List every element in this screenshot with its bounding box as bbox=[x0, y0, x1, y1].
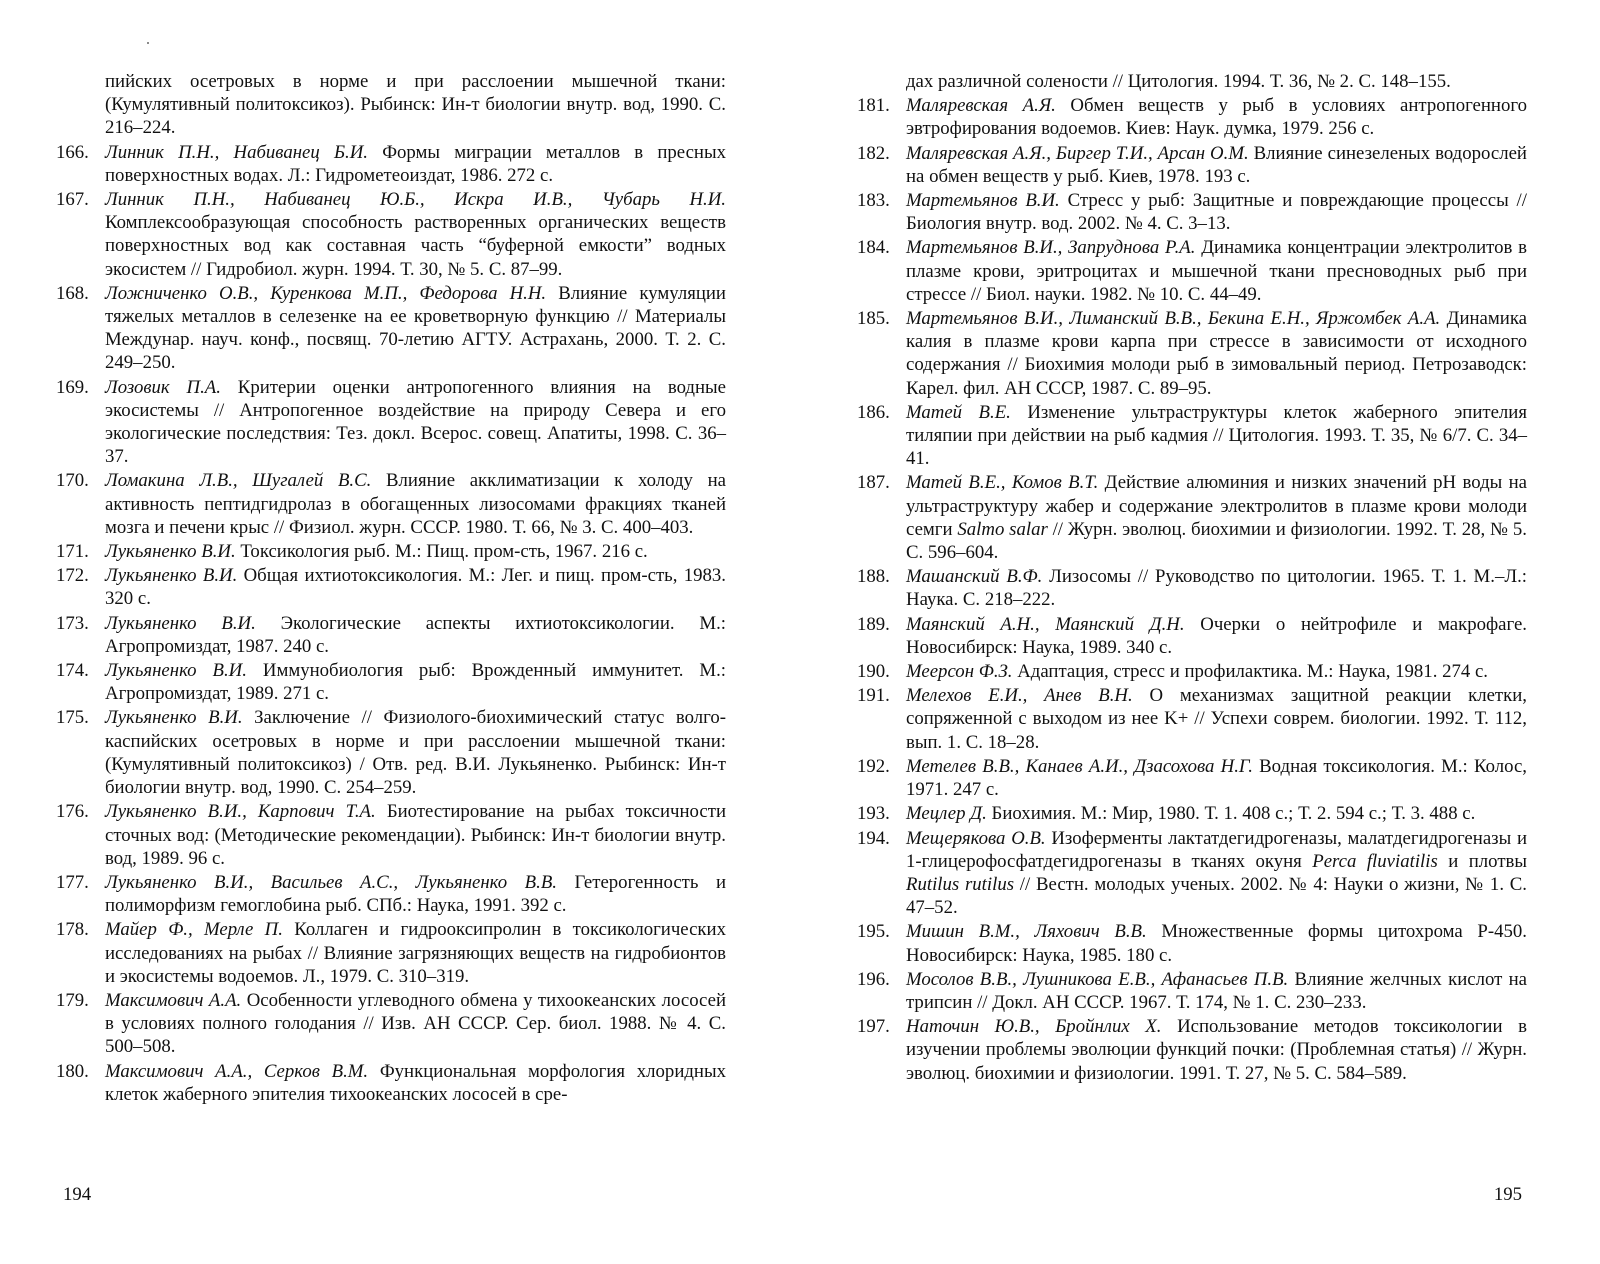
reference-authors: Ломакина Л.В., Шугалей В.С. bbox=[105, 470, 372, 492]
reference-authors: Маляревская А.Я., Биргер Т.И., Арсан О.М. bbox=[906, 142, 1249, 164]
reference-entry bbox=[56, 800, 726, 870]
species-name: Rutilus rutilus bbox=[906, 873, 1015, 895]
reference-number: 174. bbox=[56, 660, 89, 682]
reference-text: Изоферменты лактатдегидрогеназы, малатдегидрогеназы и 1-глицерофосфатдегидрогеназы в тканях окуня bbox=[906, 827, 1527, 872]
reference-number: 179. bbox=[56, 989, 89, 1011]
reference-list bbox=[857, 94, 1527, 1085]
left-page bbox=[56, 70, 726, 1107]
continuation-text: пийских осетровых в норме и при расслоении мышечной ткани: (Кумулятивный политоксикоз). Рыбинск: Ин-т биологии внутр. вод, 1990. С. 216–224. bbox=[105, 71, 726, 139]
reference-number: 192. bbox=[857, 755, 890, 777]
reference-text: Влияние желчных кислот на трипсин // Докл. АН СССР. 1967. Т. 174, № 1. С. 230–233. bbox=[906, 968, 1528, 1013]
reference-authors: Маляревская А.Я. bbox=[906, 95, 1056, 117]
reference-number: 195. bbox=[857, 921, 890, 943]
reference-entry bbox=[56, 141, 726, 187]
reference-number: 181. bbox=[857, 95, 890, 117]
reference-entry bbox=[857, 142, 1527, 188]
reference-text: Обмен веществ у рыб в условиях антропогенного эвтрофирования водоемов. Киев: Наук. думка, 1979. 256 с. bbox=[906, 95, 1527, 140]
reference-number: 190. bbox=[857, 661, 890, 683]
reference-authors: Мартемьянов В.И., Лиманский В.В., Бекина Е.Н., Яржомбек А.А. bbox=[906, 308, 1441, 330]
reference-entry bbox=[857, 236, 1527, 306]
reference-authors: Матей В.Е. bbox=[906, 401, 1011, 423]
reference-number: 171. bbox=[56, 541, 89, 563]
reference-authors: Максимович А.А. bbox=[105, 989, 242, 1011]
reference-authors: Меерсон Ф.З. bbox=[906, 661, 1013, 683]
reference-number: 188. bbox=[857, 566, 890, 588]
print-speck bbox=[147, 42, 149, 44]
reference-number: 196. bbox=[857, 968, 890, 990]
reference-text: // Вестн. молодых ученых. 2002. № 4: Науки о жизни, № 1. С. 47–52. bbox=[906, 873, 1527, 919]
reference-text: Адаптация, стресс и профилактика. М.: Наука, 1981. 274 с. bbox=[1012, 661, 1488, 683]
reference-text: Водная токсикология. М.: Колос, 1971. 247 с. bbox=[906, 755, 1527, 801]
reference-text: Изменение ультраструктуры клеток жаберного эпителия тиляпии при действии на рыб кадмия // Цитология. 1993. Т. 35, № 6/7. С. 34–41. bbox=[906, 401, 1527, 470]
reference-number: 183. bbox=[857, 190, 890, 212]
reference-authors: Матей В.Е., Комов В.Т. bbox=[906, 472, 1099, 494]
reference-text: и плотвы bbox=[1437, 850, 1528, 872]
reference-text: Динамика концентрации электролитов в плазме крови, эритроцитах и мышечной ткани пресноводных рыб при стрессе // Биол. науки. 1982. № 10. С. 44–49. bbox=[906, 237, 1527, 305]
reference-authors: Мартемьянов В.И., Запруднова Р.А. bbox=[906, 237, 1196, 259]
reference-authors: Лукьяненко В.И., Карпович Т.А. bbox=[105, 801, 376, 823]
reference-entry bbox=[857, 968, 1527, 1014]
reference-authors: Максимович А.А., Серков В.М. bbox=[105, 1060, 369, 1082]
reference-number: 173. bbox=[56, 612, 89, 634]
reference-text: Очерки о нейтрофиле и макрофаге. Новосибирск: Наука, 1989. 340 с. bbox=[906, 613, 1527, 658]
reference-number: 182. bbox=[857, 142, 890, 164]
reference-entry bbox=[56, 706, 726, 799]
reference-authors: Метелев В.В., Канаев А.И., Дзасохова Н.Г. bbox=[906, 755, 1253, 777]
reference-authors: Линник П.Н., Набиванец Б.И. bbox=[105, 141, 368, 163]
reference-text: Комплексообразующая способность растворенных органических веществ поверхностных вод как составная часть “буферной емкости” водных экосистем // Гидробиол. журн. 1994. Т. 30, № 5. С. 87–99. bbox=[105, 212, 726, 280]
reference-authors: Машанский В.Ф. bbox=[906, 566, 1043, 588]
reference-entry bbox=[56, 659, 726, 705]
reference-entry bbox=[857, 827, 1527, 920]
reference-entry bbox=[56, 564, 726, 610]
reference-text: Иммунобиология рыб: Врожденный иммунитет. М.: Агропромиздат, 1989. 271 с. bbox=[105, 660, 726, 705]
reference-authors: Лукьяненко В.И., Васильев А.С., Лукьяненко В.В. bbox=[105, 871, 557, 893]
reference-number: 189. bbox=[857, 613, 890, 635]
reference-entry bbox=[56, 376, 726, 469]
reference-entry bbox=[857, 660, 1527, 683]
reference-text: Биохимия. М.: Мир, 1980. Т. 1. 408 с.; Т. 2. 594 с.; Т. 3. 488 с. bbox=[986, 803, 1476, 825]
reference-entry bbox=[857, 565, 1527, 611]
reference-entry bbox=[56, 188, 726, 281]
reference-text: Биотестирование на рыбах токсичности сточных вод: (Методические рекомендации). Рыбинск: Ин-т биологии внутр. вод, 1989. 96 с. bbox=[105, 801, 726, 869]
reference-entry bbox=[857, 613, 1527, 659]
reference-authors: Лукьяненко В.И. bbox=[105, 707, 243, 729]
reference-entry bbox=[857, 802, 1527, 825]
reference-text: Множественные формы цитохрома P-450. Новосибирск: Наука, 1985. 180 с. bbox=[906, 921, 1527, 966]
reference-text: Влияние кумуляции тяжелых металлов в селезенке на ее кроветворную функцию // Материалы Междунар. науч. конф., посвящ. 70-летию АГТУ. Астрахань, 2000. Т. 2. С. 249–250. bbox=[105, 282, 726, 374]
reference-authors: Маянский А.Н., Маянский Д.Н. bbox=[906, 613, 1185, 635]
reference-number: 168. bbox=[56, 282, 89, 304]
reference-text: Гетерогенность и полиморфизм гемоглобина рыб. СПб.: Наука, 1991. 392 с. bbox=[105, 871, 726, 917]
reference-text: Влияние синезеленых водорослей на обмен веществ у рыб. Киев, 1978. 193 с. bbox=[906, 142, 1527, 187]
reference-entry bbox=[56, 282, 726, 375]
reference-entry bbox=[857, 1015, 1527, 1085]
reference-entry bbox=[56, 871, 726, 917]
reference-entry bbox=[56, 612, 726, 658]
reference-text: Заключение // Физиолого-биохимический статус волго-каспийских осетровых в норме и при расслоении мышечной ткани: (Кумулятивный политоксикоз) / Отв. ред. В.И. Лукьяненко. Рыбинск: Ин-т биологии внутр. вод, 1990. С. 254–259. bbox=[105, 707, 726, 799]
reference-number: 186. bbox=[857, 401, 890, 423]
page-number: 194 bbox=[63, 1184, 92, 1205]
reference-number: 167. bbox=[56, 189, 89, 211]
reference-entry bbox=[857, 307, 1527, 400]
reference-authors: Мосолов В.В., Лушникова Е.В., Афанасьев П.В. bbox=[906, 968, 1289, 990]
reference-number: 170. bbox=[56, 470, 89, 492]
reference-number: 166. bbox=[56, 141, 89, 163]
reference-number: 193. bbox=[857, 803, 890, 825]
reference-number: 184. bbox=[857, 237, 890, 259]
reference-authors: Наточин Ю.В., Бройнлих Х. bbox=[906, 1016, 1162, 1038]
reference-entry bbox=[56, 540, 726, 563]
reference-text: Стресс у рыб: Защитные и повреждающие процессы // Биология внутр. вод. 2002. № 4. С. 3–13. bbox=[906, 190, 1527, 235]
reference-entry bbox=[857, 471, 1527, 564]
species-name: Salmo salar bbox=[957, 518, 1048, 540]
reference-number: 187. bbox=[857, 472, 890, 494]
reference-entry bbox=[857, 684, 1527, 754]
reference-text: Лизосомы // Руководство по цитологии. 1965. Т. 1. М.–Л.: Наука. С. 218–222. bbox=[906, 566, 1527, 611]
reference-authors: Лозовик П.А. bbox=[105, 376, 221, 398]
reference-text: Экологические аспекты ихтиотоксикологии. М.: Агропромиздат, 1987. 240 с. bbox=[105, 612, 726, 657]
reference-text: Критерии оценки антропогенного влияния на водные экосистемы // Антропогенное воздействие на природу Севера и его экологические последствия: Тез. докл. Всерос. совещ. Апатиты, 1998. С. 36–37. bbox=[105, 376, 726, 468]
species-name: Perca fluviatilis bbox=[1312, 850, 1438, 872]
reference-text: Действие алюминия и низких значений pH воды на ультраструктуру жабер и содержание электролитов в плазме крови молоди семги bbox=[906, 472, 1527, 540]
right-page bbox=[857, 70, 1527, 1086]
reference-text: Коллаген и гидрооксипролин в токсикологических исследованиях на рыбах // Влияние загрязняющих веществ на гидробионтов и экосистемы водоемов. Л., 1979. С. 310–319. bbox=[105, 919, 726, 987]
reference-authors: Мишин В.М., Ляхович В.В. bbox=[906, 921, 1147, 943]
reference-authors: Линник П.Н., Набиванец Ю.Б., Искра И.В., Чубарь Н.И. bbox=[105, 189, 726, 211]
continuation-text: дах различной солености // Цитология. 1994. Т. 36, № 2. С. 148–155. bbox=[906, 71, 1451, 92]
reference-text: Формы миграции металлов в пресных поверхностных водах. Л.: Гидрометеоиздат, 1986. 272 с. bbox=[105, 141, 726, 186]
reference-text: Функциональная морфология хлоридных клеток жаберного эпителия тихоокеанских лососей в сре- bbox=[105, 1060, 726, 1105]
reference-number: 169. bbox=[56, 376, 89, 398]
reference-number: 191. bbox=[857, 685, 890, 707]
reference-text: Особенности углеводного обмена у тихоокеанских лососей в условиях полного голодания // Изв. АН СССР. Сер. биол. 1988. № 4. С. 500–508. bbox=[105, 989, 726, 1058]
reference-entry bbox=[56, 1060, 726, 1106]
reference-authors: Лукьяненко В.И. bbox=[105, 541, 236, 563]
reference-authors: Лукьяненко В.И. bbox=[105, 612, 256, 634]
reference-number: 194. bbox=[857, 827, 890, 849]
reference-number: 175. bbox=[56, 707, 89, 729]
reference-entry bbox=[56, 989, 726, 1059]
reference-authors: Лукьяненко В.И. bbox=[105, 565, 238, 587]
reference-entry bbox=[56, 918, 726, 988]
reference-number: 180. bbox=[56, 1060, 89, 1082]
reference-text: // Журн. эволюц. биохимии и физиологии. 1992. Т. 28, № 5. С. 596–604. bbox=[906, 518, 1527, 564]
reference-number: 177. bbox=[56, 871, 89, 893]
reference-number: 178. bbox=[56, 919, 89, 941]
reference-authors: Лукьяненко В.И. bbox=[105, 660, 247, 682]
reference-authors: Майер Ф., Мерле П. bbox=[105, 919, 283, 941]
reference-text: Влияние акклиматизации к холоду на активность пептидгидролаз в обогащенных лизосомами фракциях тканей мозга и печени крыс // Физиол. журн. СССР. 1980. Т. 66, № 3. С. 400–403. bbox=[105, 470, 726, 538]
reference-entry bbox=[857, 94, 1527, 140]
reference-entry bbox=[56, 469, 726, 539]
reference-authors: Мелехов Е.И., Анев В.Н. bbox=[906, 685, 1133, 707]
reference-authors: Ложниченко О.В., Куренкова М.П., Федорова Н.Н. bbox=[105, 282, 547, 304]
reference-text: Токсикология рыб. М.: Пищ. пром-сть, 1967. 216 с. bbox=[235, 541, 648, 563]
reference-entry bbox=[857, 401, 1527, 471]
reference-number: 176. bbox=[56, 801, 89, 823]
reference-list bbox=[56, 141, 726, 1106]
reference-number: 172. bbox=[56, 565, 89, 587]
reference-text: Использование методов токсикологии в изучении проблемы эволюции функций почки: (Проблемная статья) // Журн. эволюц. биохимии и физиологии. 1991. Т. 27, № 5. С. 584–589. bbox=[906, 1016, 1527, 1084]
reference-entry bbox=[857, 920, 1527, 966]
reference-number: 197. bbox=[857, 1016, 890, 1038]
reference-authors: Мецлер Д. bbox=[906, 803, 987, 825]
reference-number: 185. bbox=[857, 308, 890, 330]
reference-text: Динамика калия в плазме крови карпа при стрессе в зависимости от исходного содержания // Биохимия молоди рыб в зимовальный период. Петрозаводск: Карел. фил. АН СССР, 1987. С. 89–95. bbox=[906, 308, 1527, 399]
reference-text: Общая ихтиотоксикология. М.: Лег. и пищ. пром-сть, 1983. 320 с. bbox=[105, 565, 727, 610]
reference-authors: Мещерякова О.В. bbox=[906, 827, 1046, 849]
reference-entry bbox=[857, 189, 1527, 235]
reference-text: О механизмах защитной реакции клетки, сопряженной с выходом из нее K+ // Успехи соврем. биологии. 1992. Т. 112, вып. 1. С. 18–28. bbox=[906, 685, 1527, 753]
page-number: 195 bbox=[1493, 1184, 1522, 1205]
reference-entry bbox=[857, 755, 1527, 801]
reference-authors: Мартемьянов В.И. bbox=[906, 190, 1060, 212]
